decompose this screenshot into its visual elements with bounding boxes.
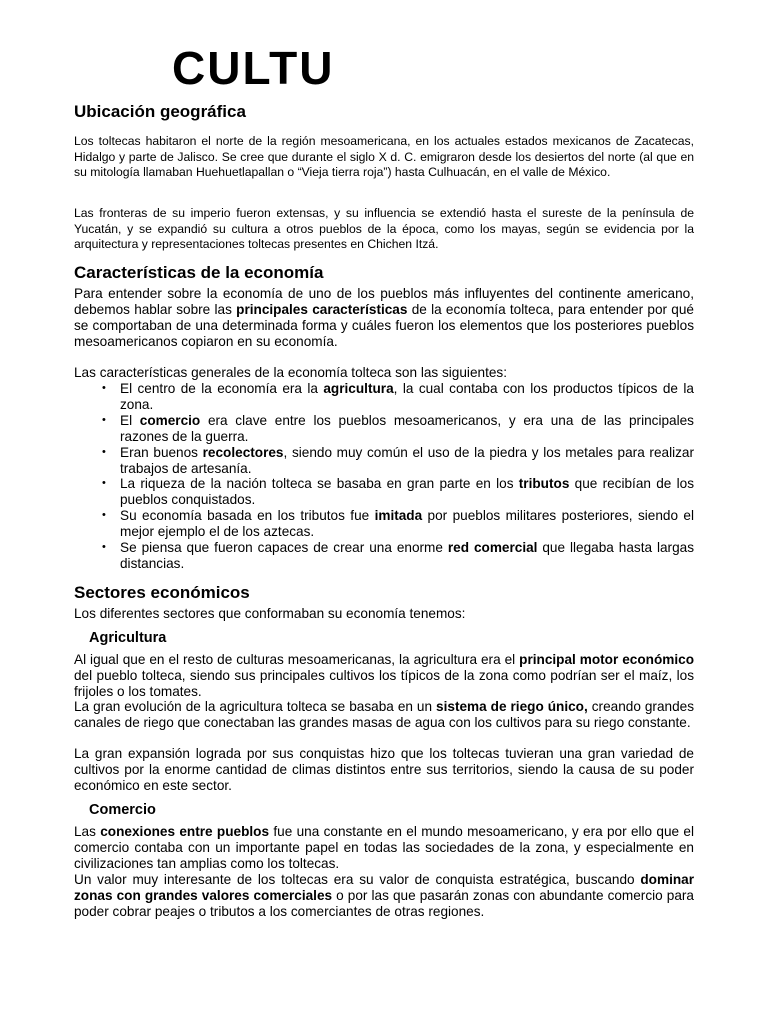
text-run: fue una constante en el mundo mesoamericano, y era por ello que el comercio contaba con un importante papel en todas las sociedades de la zona, y especialmente en civilizaciones tan amplias como los toltecas. [74,824,695,871]
paragraph-agricultura-3: La gran expansión lograda por sus conquistas hizo que los toltecas tuvieran una gran variedad de cultivos por la enorme cantidad de climas distintos entre sus territorios, siendo la causa de su poder económico en este sector. [74,746,694,793]
bullet-icon: • [102,413,106,426]
text-run: La riqueza de la nación tolteca se basaba en gran parte en los [120,476,519,492]
bullet-icon: • [102,541,106,554]
text-run: , la cual contaba con los productos típicos de la zona. [120,381,694,412]
bold-run: conexiones entre pueblos [100,824,270,839]
text-run: era clave entre los pueblos mesoamericanos, y era una de las principales razones de la guerra. [120,412,694,444]
bold-run: tributos [518,476,570,492]
bold-run: sistema de riego único, [436,699,588,714]
bullet-list-caracteristicas [74,381,694,572]
bullet-icon: • [102,445,106,458]
paragraph-ubicacion-2: Las fronteras de su imperio fueron extensas, y su influencia se extendió hasta el sureste de la península de Yucatán, y se expandió su cultura a otros pueblos de la época, como los mayas, según se evidencia por la arquitectura y representaciones toltecas presentes en Chichen Itzá. [74,206,694,251]
text-run: creando grandes canales de riego que conectaban las grandes masas de agua con los cultivos para su riego constante. [74,699,694,730]
list-item [74,508,694,540]
bullet-icon: • [102,509,106,522]
heading-comercio: Comercio [89,802,156,818]
heading-sectores: Sectores económicos [74,583,250,602]
bullet-icon: • [102,477,106,490]
text-run: Para entender sobre la economía de uno de los pueblos más influyentes del continente americano, debemos hablar sobre las [74,286,694,317]
text-run: de la economía tolteca, para entender por qué se comportaban de una determinada forma y cuáles fueron los elementos que los posteriores pueblos mesoamericanos copiaron en su economía. [74,301,694,349]
bold-run: agricultura [323,381,394,396]
bold-run: recolectores [202,444,284,460]
bold-run: red comercial [447,540,538,556]
text-run: El [120,412,140,428]
paragraph-caracteristicas-1 [74,286,694,350]
bold-run: principales características [236,301,408,317]
text-run: El centro de la economía era la [120,381,324,396]
text-run: Eran buenos [120,444,203,460]
paragraph-caracteristicas-2: Las características generales de la economía tolteca son las siguientes: [74,365,507,380]
document-title: CULTU [172,42,335,94]
text-run: Un valor muy interesante de los toltecas era su valor de conquista estratégica, buscando [74,872,641,887]
paragraph-sectores-intro: Los diferentes sectores que conformaban su economía tenemos: [74,606,466,621]
bullet-icon: • [102,382,106,394]
text-run: , siendo muy común el uso de la piedra y los metales para realizar trabajos de artesanía. [120,444,694,476]
heading-ubicacion: Ubicación geográfica [74,102,246,121]
text-run: que llegaba hasta largas distancias. [120,540,694,571]
bold-run: dominar zonas con grandes valores comerciales [74,872,694,903]
list-item [74,381,694,413]
text-run: Al igual que en el resto de culturas mesoamericanas, la agricultura era el [74,652,520,667]
text-run: que recibían de los pueblos conquistados. [120,476,694,508]
text-run: del pueblo tolteca, siendo sus principales cultivos los típicos de la zona como podrían ser el maíz, los frijoles o los tomates. [74,667,694,699]
heading-caracteristicas: Características de la economía [74,263,324,282]
text-run: Las [74,824,101,839]
bold-run: imitada [374,508,423,524]
bold-run: comercio [139,412,201,428]
text-run: o por las que pasarán zonas con abundante comercio para poder cobrar peajes o tributos a los comerciantes de otras regiones. [74,887,694,919]
paragraph-agricultura-2 [74,699,694,731]
list-item [74,476,694,508]
paragraph-ubicacion-1: Los toltecas habitaron el norte de la región mesoamericana, en los actuales estados mexicanos de Zacatecas, Hidalgo y parte de Jalisco. Se cree que durante el siglo X d. C. emigraron desde los desiertos del norte (al que en su mitología llamaban Huehuetlapallan o “Vieja tierra roja”) hasta Culhuacán, en el valle de México. [74,134,694,179]
paragraph-comercio-1 [74,824,694,872]
text-run: por pueblos militares posteriores, siendo el mejor ejemplo el de los aztecas. [120,508,694,540]
paragraph-agricultura-1 [74,652,694,700]
heading-agricultura: Agricultura [89,630,167,646]
text-run: La gran evolución de la agricultura tolteca se basaba en un [74,699,437,714]
list-item [74,413,694,445]
list-item [74,540,694,572]
text-run: Su economía basada en los tributos fue [120,508,375,524]
text-run: Se piensa que fueron capaces de crear una enorme [120,540,448,556]
list-item [74,445,694,477]
bold-run: principal motor económico [519,652,694,667]
paragraph-comercio-2 [74,872,694,920]
